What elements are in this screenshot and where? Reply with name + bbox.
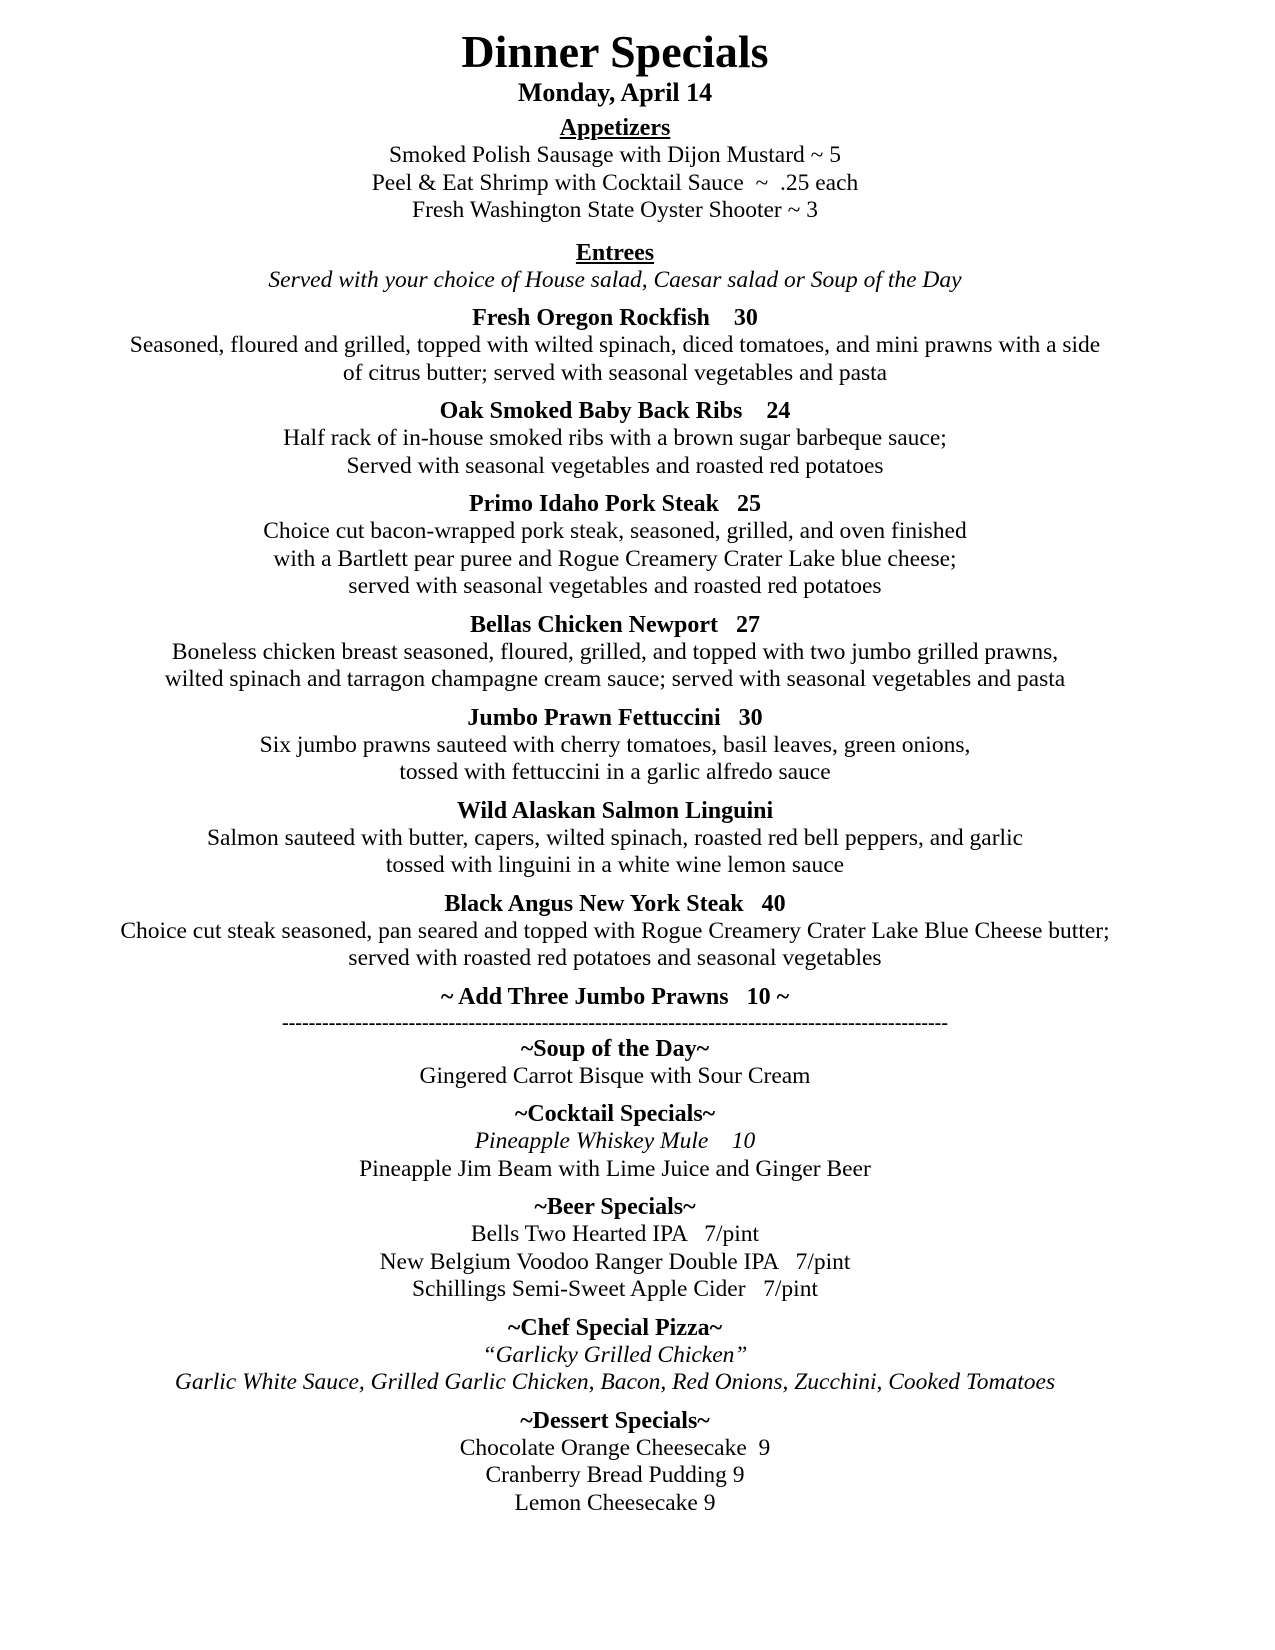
entrees-section bbox=[0, 239, 1230, 1011]
entree-name: Oak Smoked Baby Back Ribs 24 bbox=[439, 398, 791, 424]
entrees-heading: Entrees bbox=[575, 239, 655, 266]
soup-section bbox=[0, 1035, 1230, 1091]
entree-item bbox=[0, 304, 1230, 387]
beer-item: Bells Two Hearted IPA 7/pint bbox=[470, 1221, 760, 1247]
cocktail-name: Pineapple Whiskey Mule 10 bbox=[474, 1128, 756, 1154]
pizza-section bbox=[0, 1314, 1230, 1397]
appetizer-item: Peel & Eat Shrimp with Cocktail Sauce ~ .25 each bbox=[371, 169, 859, 196]
entree-description: served with seasonal vegetables and roasted red potatoes bbox=[348, 573, 882, 599]
appetizers-heading: Appetizers bbox=[559, 115, 671, 141]
dessert-item: Chocolate Orange Cheesecake 9 bbox=[459, 1434, 771, 1461]
entree-description: Boneless chicken breast seasoned, floured, grilled, and topped with two jumbo grilled prawns, bbox=[171, 638, 1059, 665]
appetizers-section bbox=[0, 114, 1230, 225]
entree-item bbox=[0, 397, 1230, 480]
dessert-item: Cranberry Bread Pudding 9 bbox=[485, 1462, 745, 1488]
dessert-heading: ~Dessert Specials~ bbox=[520, 1407, 710, 1434]
entree-name: Bellas Chicken Newport 27 bbox=[470, 611, 760, 638]
entree-description: served with roasted red potatoes and seasonal vegetables bbox=[348, 945, 882, 971]
pizza-name: “Garlicky Grilled Chicken” bbox=[482, 1341, 748, 1368]
cocktail-section bbox=[0, 1100, 1230, 1183]
entree-name: Fresh Oregon Rockfish 30 bbox=[472, 305, 758, 331]
menu-date: Monday, April 14 bbox=[517, 78, 713, 107]
menu-page bbox=[0, 26, 1230, 1517]
appetizer-item: Smoked Polish Sausage with Dijon Mustard ~ 5 bbox=[388, 142, 842, 168]
entrees-subtitle: Served with your choice of House salad, Caesar salad or Soup of the Day bbox=[268, 266, 962, 293]
entree-item bbox=[0, 797, 1230, 880]
entree-description: Seasoned, floured and grilled, topped with wilted spinach, diced tomatoes, and mini prawns with a side bbox=[129, 332, 1101, 358]
entree-description: wilted spinach and tarragon champagne cream sauce; served with seasonal vegetables and pasta bbox=[164, 666, 1066, 692]
entree-description: Served with seasonal vegetables and roasted red potatoes bbox=[346, 452, 884, 479]
entree-description: Choice cut bacon-wrapped pork steak, seasoned, grilled, and oven finished bbox=[263, 518, 967, 544]
soup-heading: ~Soup of the Day~ bbox=[520, 1035, 710, 1062]
entree-description: Choice cut steak seasoned, pan seared and topped with Rogue Creamery Crater Lake Blue Cheese butter; bbox=[120, 917, 1110, 944]
entree-description: with a Bartlett pear puree and Rogue Creamery Crater Lake blue cheese; bbox=[273, 545, 957, 572]
cocktail-heading: ~Cocktail Specials~ bbox=[514, 1101, 716, 1127]
entree-description: Salmon sauteed with butter, capers, wilted spinach, roasted red bell peppers, and garlic bbox=[206, 824, 1024, 851]
addon-prawns: ~ Add Three Jumbo Prawns 10 ~ bbox=[440, 983, 790, 1010]
entree-description: tossed with linguini in a white wine lemon sauce bbox=[385, 852, 845, 878]
dessert-item: Lemon Cheesecake 9 bbox=[514, 1489, 716, 1516]
pizza-heading: ~Chef Special Pizza~ bbox=[507, 1314, 723, 1341]
soup-item: Gingered Carrot Bisque with Sour Cream bbox=[419, 1062, 811, 1089]
entree-item bbox=[0, 490, 1230, 601]
pizza-description: Garlic White Sauce, Grilled Garlic Chicken, Bacon, Red Onions, Zucchini, Cooked Tomatoes bbox=[174, 1369, 1056, 1395]
beer-item: Schillings Semi-Sweet Apple Cider 7/pint bbox=[411, 1276, 818, 1302]
entree-description: Six jumbo prawns sauteed with cherry tomatoes, basil leaves, green onions, bbox=[259, 731, 971, 758]
menu-title: Dinner Specials bbox=[461, 26, 769, 77]
entree-name: Jumbo Prawn Fettuccini 30 bbox=[467, 704, 763, 731]
section-divider: ---------------------------------------------------------------------------------------------------- bbox=[281, 1011, 948, 1034]
entree-name: Primo Idaho Pork Steak 25 bbox=[468, 491, 761, 517]
entree-item bbox=[0, 704, 1230, 787]
entree-description: of citrus butter; served with seasonal vegetables and pasta bbox=[342, 359, 888, 386]
appetizer-item: Fresh Washington State Oyster Shooter ~ 3 bbox=[412, 197, 818, 223]
cocktail-description: Pineapple Jim Beam with Lime Juice and Ginger Beer bbox=[359, 1155, 871, 1182]
beer-item: New Belgium Voodoo Ranger Double IPA 7/pint bbox=[379, 1248, 851, 1275]
entree-description: Half rack of in-house smoked ribs with a brown sugar barbeque sauce; bbox=[283, 425, 947, 451]
entree-name: Black Angus New York Steak 40 bbox=[444, 890, 786, 917]
beer-heading: ~Beer Specials~ bbox=[534, 1194, 696, 1220]
entree-name: Wild Alaskan Salmon Linguini bbox=[456, 797, 774, 824]
entree-item bbox=[0, 890, 1230, 973]
entree-item bbox=[0, 611, 1230, 694]
beer-section bbox=[0, 1193, 1230, 1304]
entree-description: tossed with fettuccini in a garlic alfredo sauce bbox=[399, 759, 831, 785]
dessert-section bbox=[0, 1407, 1230, 1518]
